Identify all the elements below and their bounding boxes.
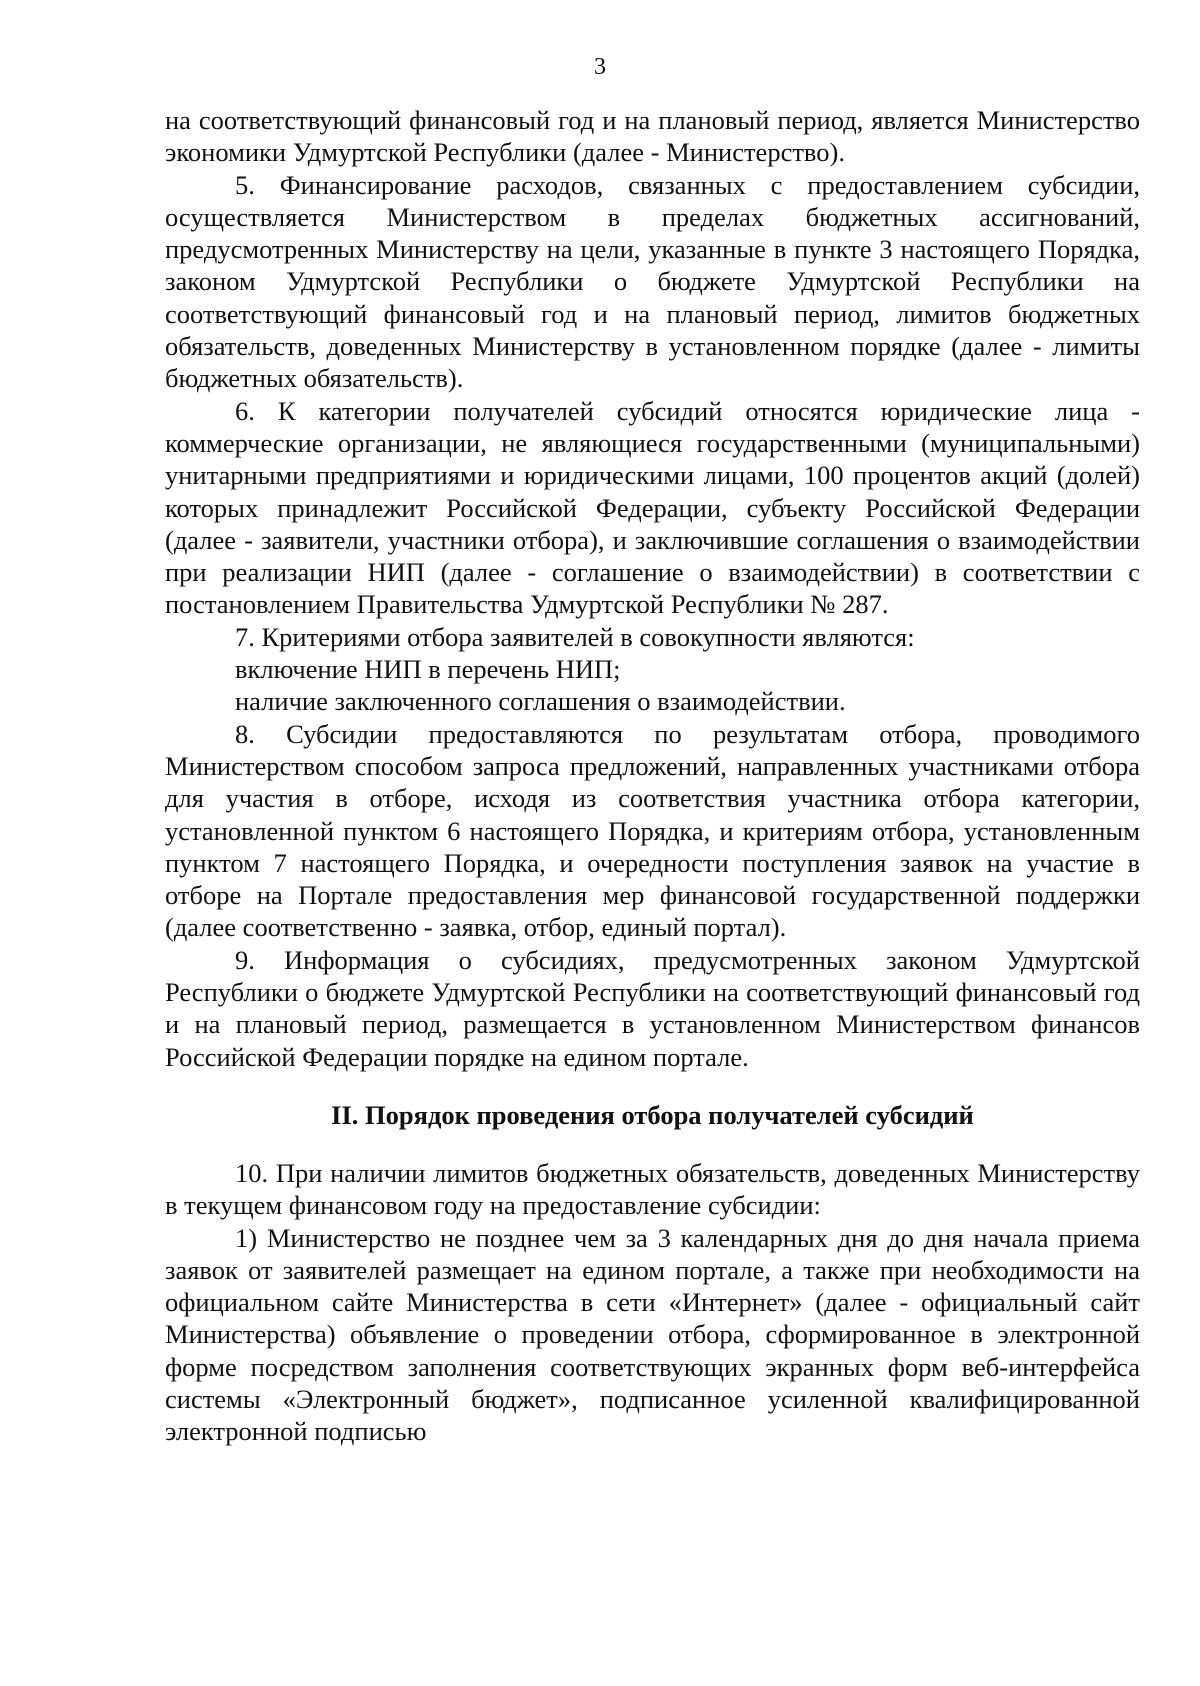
paragraph-5: 5. Финансирование расходов, связанных с предоставлением субсидии, осуществляется Министерством в пределах бюджетных ассигнований, предусмотренных Министерству на цели, указанные в пункте 3 настоящего Порядка, законом Удмуртской Республики о бюджете Удмуртской Республики на соответствующий финансовый год и на плановый период, лимитов бюджетных обязательств, доведенных Министерству в установленном порядке (далее - лимиты бюджетных обязательств). [165,169,1140,394]
document-body [165,104,1140,1448]
paragraph-6: 6. К категории получателей субсидий относятся юридические лица - коммерческие организации, не являющиеся государственными (муниципальными) унитарными предприятиями и юридическими лицами, 100 процентов акций (долей) которых принадлежит Российской Федерации, субъекту Российской Федерации (далее - заявители, участники отбора), и заключившие соглашения о взаимодействии при реализации НИП (далее - соглашение о взаимодействии) в соответствии с постановлением Правительства Удмуртской Республики № 287. [165,395,1140,620]
paragraph-continuation: на соответствующий финансовый год и на плановый период, является Министерство экономики Удмуртской Республики (далее - Министерство). [165,105,1140,168]
paragraph-8: 8. Субсидии предоставляются по результатам отбора, проводимого Министерством способом запроса предложений, направленных участниками отбора для участия в отборе, исходя из соответствия участника отбора категории, установленной пунктом 6 настоящего Порядка, и критериям отбора, установленным пунктом 7 настоящего Порядка, и очередности поступления заявок на участие в отборе на Портале предоставления мер финансовой государственной поддержки (далее соответственно - заявка, отбор, единый портал). [165,718,1140,943]
paragraph-7-item-2: наличие заключенного соглашения о взаимодействии. [235,686,846,717]
paragraph-9: 9. Информация о субсидиях, предусмотренных законом Удмуртской Республики о бюджете Удмуртской Республики на соответствующий финансовый год и на плановый период, размещается в установленном Министерством финансов Российской Федерации порядке на едином портале. [165,944,1140,1072]
page-number: 3 [594,54,606,80]
paragraph-7-item-1: включение НИП в перечень НИП; [235,654,621,685]
paragraph-7: 7. Критериями отбора заявителей в совокупности являются: [235,621,915,652]
paragraph-10: 10. При наличии лимитов бюджетных обязательств, доведенных Министерству в текущем финансовом году на предоставление субсидии: [165,1157,1140,1221]
paragraph-10-item-1: 1) Министерство не позднее чем за 3 календарных дня до дня начала приема заявок от заявителей размещает на едином портале, а также при необходимости на официальном сайте Министерства в сети «Интернет» (далее - официальный сайт Министерства) объявление о проведении отбора, сформированное в электронной форме посредством заполнения соответствующих экранных форм веб-интерфейса системы «Электронный бюджет», подписанное усиленной квалифицированной электронной подписью [165,1222,1140,1447]
section-heading: II. Порядок проведения отбора получателей субсидий [331,1099,974,1130]
